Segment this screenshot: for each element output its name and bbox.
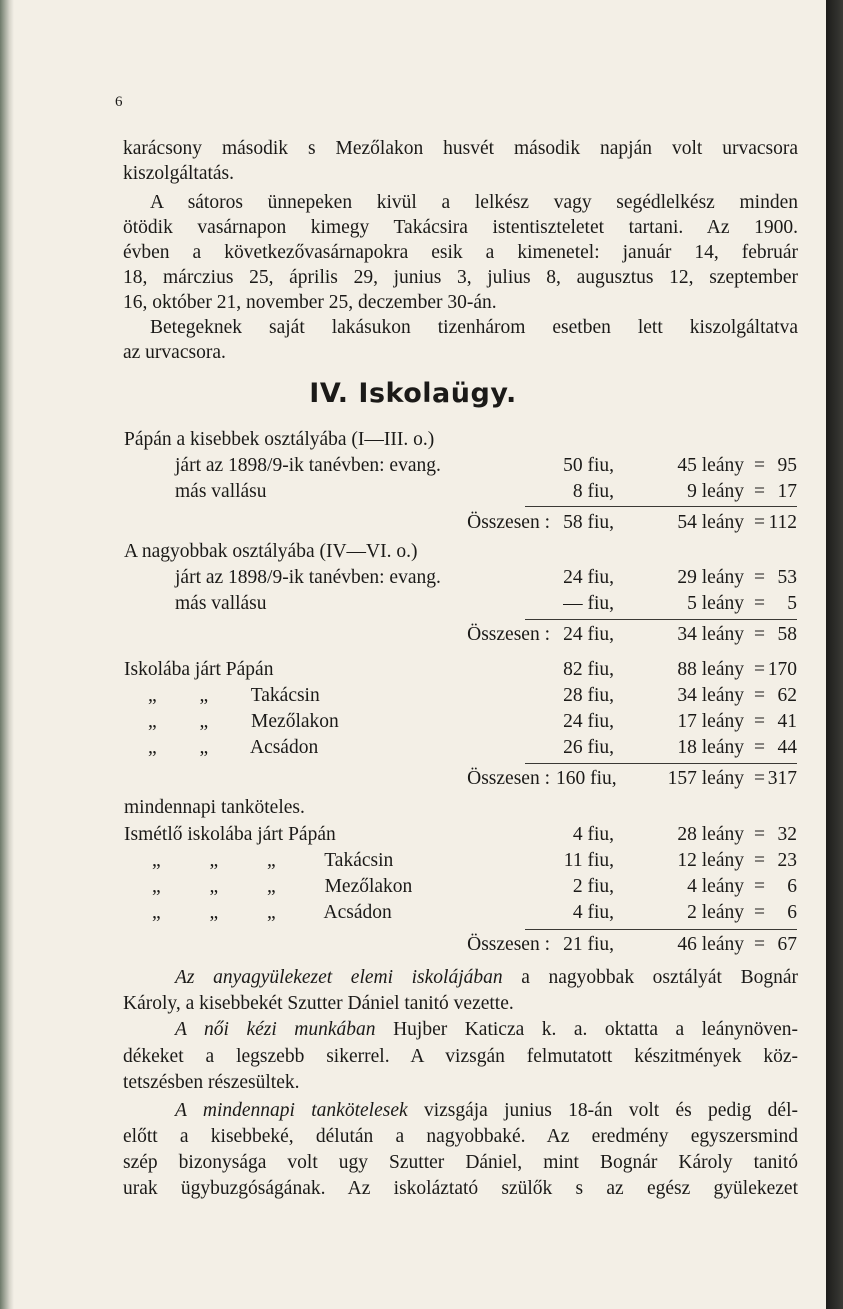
row-label: „ „ Takácsin [148,685,320,706]
boys-count: 82 fiu, [563,659,614,680]
section-title: A nagyobbak osztályába (IV—VI. o.) [124,541,418,562]
girls-count: 17 leány [677,711,744,732]
girls-count: 34 leány [677,685,744,706]
boys-count: 4 fiu, [572,824,614,845]
row-label: más vallásu [175,593,267,614]
table-sum-row [0,934,826,960]
girls-count: 157 leány [667,768,744,789]
girls-count: 34 leány [677,624,744,645]
equals-sign: = [754,685,765,706]
book-binding [826,0,843,1309]
table-section-title [0,541,826,567]
text-line: ötödik vasárnapon kimegy Takácsira istentiszteletet tartani. Az 1900. [123,217,798,238]
text-line [175,1018,798,1042]
text-line: A sátoros ünnepeken kivül a lelkész vagy segédlelkész minden [150,192,798,213]
row-total: 67 [777,934,797,955]
boys-count: 58 fiu, [563,512,614,533]
text-line: dékeket a legszebb sikerrel. A vizsgán felmutatott készitmények köz- [123,1046,798,1067]
text-line: urak ügybuzgóságának. Az iskoláztató szülők s az egész gyülekezet [123,1178,798,1199]
boys-count: 28 fiu, [563,685,614,706]
equals-sign: = [754,737,765,758]
italic-phrase: Az anyagyülekezet elemi iskolájában [175,967,503,988]
section-title: mindennapi tanköteles. [124,797,305,818]
section-heading: IV. Iskolaügy. [309,378,517,409]
sum-rule [525,929,797,930]
boys-count: 11 fiu, [563,850,614,871]
girls-count: 9 leány [687,481,744,502]
girls-count: 46 leány [677,934,744,955]
table-row [0,737,826,763]
boys-count: 24 fiu, [563,567,614,588]
row-label: „ „ „ Acsádon [152,902,392,923]
row-total: 5 [787,593,797,614]
text-line: 16, október 21, november 25, deczember 30-án. [123,292,497,313]
equals-sign: = [754,768,765,789]
row-label: járt az 1898/9-ik tanévben: evang. [175,455,441,476]
text-run: a nagyobbak osztályát Bognár [521,967,798,988]
table-row [0,659,826,685]
page-edge-left [0,0,14,1309]
table-row [0,850,826,876]
girls-count: 4 leány [687,876,744,897]
equals-sign: = [754,850,765,871]
boys-count: 8 fiu, [572,481,614,502]
boys-count: 21 fiu, [563,934,614,955]
page-number: 6 [115,94,123,110]
table-row [0,876,826,902]
boys-count: 2 fiu, [572,876,614,897]
sum-label: Összesen : [467,624,550,645]
sum-label: Összesen : [467,768,550,789]
italic-phrase: A mindennapi tankötelesek [175,1100,408,1121]
text-line: előtt a kisebbeké, délután a nagyobbaké. Az eredmény egyszersmind [123,1126,798,1147]
girls-count: 12 leány [677,850,744,871]
boys-count: 50 fiu, [563,455,614,476]
girls-count: 54 leány [677,512,744,533]
row-label: más vallásu [175,481,267,502]
girls-count: 28 leány [677,824,744,845]
equals-sign: = [754,481,765,502]
row-total: 95 [777,455,797,476]
row-total: 41 [777,711,797,732]
equals-sign: = [754,567,765,588]
boys-count: 24 fiu, [563,711,614,732]
row-total: 62 [777,685,797,706]
text-line: tetszésben részesültek. [123,1072,300,1093]
text-line: az urvacsora. [123,342,226,363]
table-row [0,455,826,481]
boys-count: 160 fiu, [556,768,617,789]
row-total: 6 [787,902,797,923]
equals-sign: = [754,455,765,476]
text-line: szép bizonysága volt ugy Szutter Dániel, mint Bognár Károly tanitó [123,1152,798,1173]
boys-count: 26 fiu, [563,737,614,758]
girls-count: 88 leány [677,659,744,680]
section-title: Pápán a kisebbek osztályába (I—III. o.) [124,429,435,450]
boys-count: — fiu, [563,593,614,614]
row-total: 53 [777,567,797,588]
table-row [0,567,826,593]
row-total: 23 [777,850,797,871]
sum-label: Összesen : [467,934,550,955]
row-total: 6 [787,876,797,897]
row-total: 170 [767,659,797,680]
equals-sign: = [754,902,765,923]
table-row [0,481,826,507]
equals-sign: = [754,624,765,645]
equals-sign: = [754,512,765,533]
text-line: karácsony második s Mezőlakon husvét második napján volt urvacsora [123,138,798,159]
table-section-title [0,797,826,823]
text-line [175,1099,798,1123]
row-label: „ „ Acsádon [148,737,319,758]
row-label: „ „ „ Takácsin [152,850,394,871]
sum-rule [525,763,797,764]
equals-sign: = [754,711,765,732]
table-sum-row [0,768,826,794]
row-label: Iskolába járt Pápán [124,659,274,680]
text-line: kiszolgáltatás. [123,163,235,184]
table-sum-row [0,512,826,538]
equals-sign: = [754,659,765,680]
table-row [0,711,826,737]
text-line [175,966,798,990]
equals-sign: = [754,593,765,614]
sum-label: Összesen : [467,512,550,533]
text-line: évben a következővasárnapokra esik a kimenetel: január 14, február [123,242,798,263]
table-section-title [0,429,826,455]
italic-phrase: A női kézi munkában [175,1019,376,1040]
text-line: Betegeknek saját lakásukon tizenhárom esetben lett kiszolgáltatva [150,317,798,338]
text-line: Károly, a kisebbekét Szutter Dániel tanitó vezette. [123,993,514,1014]
equals-sign: = [754,934,765,955]
boys-count: 24 fiu, [563,624,614,645]
girls-count: 45 leány [677,455,744,476]
row-total: 58 [777,624,797,645]
sum-rule [525,506,797,507]
row-total: 32 [777,824,797,845]
girls-count: 29 leány [677,567,744,588]
row-label: „ „ „ Mezőlakon [152,876,413,897]
girls-count: 18 leány [677,737,744,758]
row-label: Ismétlő iskolába járt Pápán [124,824,336,845]
text-run: vizsgája junius 18-án volt és pedig dél- [423,1100,798,1121]
table-row [0,824,826,850]
row-total: 112 [768,512,797,533]
text-line: 18, márczius 25, április 29, junius 3, julius 8, augusztus 12, szeptember [123,267,798,288]
table-sum-row [0,624,826,650]
text-run: Hujber Katicza k. a. oktatta a leánynöven- [393,1019,799,1040]
row-total: 317 [767,768,797,789]
equals-sign: = [754,824,765,845]
table-row [0,902,826,928]
row-label: „ „ Mezőlakon [148,711,339,732]
row-total: 44 [777,737,797,758]
girls-count: 5 leány [687,593,744,614]
girls-count: 2 leány [687,902,744,923]
row-label: járt az 1898/9-ik tanévben: evang. [175,567,441,588]
sum-rule [525,619,797,620]
row-total: 17 [777,481,797,502]
table-row [0,593,826,619]
table-row [0,685,826,711]
boys-count: 4 fiu, [572,902,614,923]
equals-sign: = [754,876,765,897]
